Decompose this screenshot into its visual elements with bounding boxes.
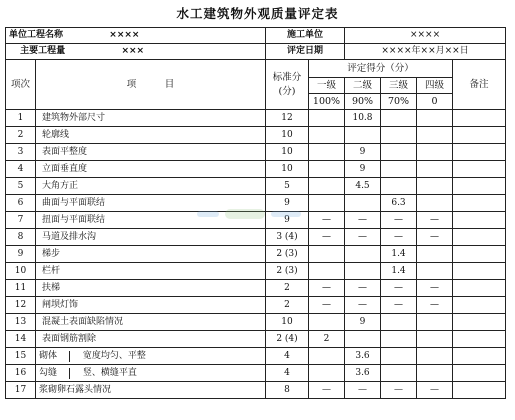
document-title: 水工建筑物外观质量评定表 (176, 6, 339, 21)
row-remark (453, 144, 506, 161)
row-grade-3 (381, 178, 417, 195)
row-no: 11 (6, 280, 36, 297)
row-std-score: 2 (3) (266, 246, 309, 263)
row-no: 13 (6, 314, 36, 331)
row-item: 混凝土表面缺陷情况 (36, 314, 266, 331)
row-grade-2: — (345, 212, 381, 229)
row-grade-2: 9 (345, 144, 381, 161)
unit-project-value: ×××× (109, 30, 140, 40)
row-grade-2 (345, 331, 381, 348)
row-item-text: 浆砌卵石露头情况 (39, 384, 112, 395)
header-grade-1-pct: 100% (309, 94, 345, 110)
row-std-score: 10 (266, 161, 309, 178)
row-remark (453, 195, 506, 212)
row-std-score: 10 (266, 314, 309, 331)
row-no: 17 (6, 382, 36, 399)
header-grade-4: 四级 (417, 78, 453, 94)
row-grade-1 (309, 314, 345, 331)
row-grade-4: — (417, 229, 453, 246)
row-grade-1: — (309, 229, 345, 246)
table-row (6, 110, 506, 127)
table-row (6, 297, 506, 314)
row-item: 大角方正 (36, 178, 266, 195)
row-item: 表面钢筋割除 (36, 331, 266, 348)
row-item: 建筑物外部尺寸 (36, 110, 266, 127)
row-no: 16 (6, 365, 36, 382)
row-grade-4 (417, 314, 453, 331)
header-item-no: 项次 (6, 60, 36, 110)
row-grade-3: — (381, 382, 417, 399)
table-row (6, 229, 506, 246)
row-grade-4 (417, 331, 453, 348)
row-item: 扶梯 (36, 280, 266, 297)
table-row-17 (6, 382, 506, 399)
row-remark (453, 314, 506, 331)
row-std-score: 10 (266, 127, 309, 144)
construction-unit-label: 施工单位 (266, 28, 345, 44)
row-grade-2 (345, 127, 381, 144)
row-grade-1 (309, 365, 345, 382)
row-grade-2: 3.6 (345, 348, 381, 365)
row-grade-1 (309, 178, 345, 195)
eval-date-value: ××××年××月××日 (345, 44, 506, 60)
row-grade-1 (309, 110, 345, 127)
row-no: 1 (6, 110, 36, 127)
header-eval-score: 评定得分（分） (309, 60, 453, 78)
row-grade-4 (417, 127, 453, 144)
main-quantity-label: 主要工程量 (20, 46, 66, 56)
row-remark (453, 348, 506, 365)
row-std-score: 4 (266, 348, 309, 365)
table-row (6, 331, 506, 348)
row-remark (453, 280, 506, 297)
row-grade-1 (309, 161, 345, 178)
row-remark (453, 212, 506, 229)
row-item: 马道及排水沟 (36, 229, 266, 246)
header-item: 项 目 (36, 60, 266, 110)
row-std-score: 10 (266, 144, 309, 161)
row-item-text: 竖、横缝平直 (82, 367, 137, 378)
info-row-1 (6, 28, 506, 44)
row-no: 4 (6, 161, 36, 178)
row-remark (453, 127, 506, 144)
row-grade-4 (417, 144, 453, 161)
row-grade-3 (381, 314, 417, 331)
header-grade-4-pct: 0 (417, 94, 453, 110)
main-quantity-value: ××× (121, 46, 145, 56)
table-row (6, 178, 506, 195)
row-std-score: 8 (266, 382, 309, 399)
row-std-score: 2 (266, 297, 309, 314)
header-std-score-line2: (分) (278, 86, 296, 97)
row-grade-4: — (417, 280, 453, 297)
table-row (6, 314, 506, 331)
row-grade-3: — (381, 229, 417, 246)
row-grade-3 (381, 365, 417, 382)
row-grade-2: 3.6 (345, 365, 381, 382)
header-remark: 备注 (453, 60, 506, 110)
row-no: 7 (6, 212, 36, 229)
row-no: 15 (6, 348, 36, 365)
table-row (6, 246, 506, 263)
header-row-1 (6, 60, 506, 78)
row-grade-1 (309, 246, 345, 263)
row-no: 14 (6, 331, 36, 348)
row-grade-2: — (345, 280, 381, 297)
row-no: 10 (6, 263, 36, 280)
row-std-score: 9 (266, 195, 309, 212)
row-grade-2: 4.5 (345, 178, 381, 195)
header-grade-2-pct: 90% (345, 94, 381, 110)
row-grade-2: 9 (345, 161, 381, 178)
row-grade-2 (345, 195, 381, 212)
row-remark (453, 331, 506, 348)
unit-project-cell (6, 28, 266, 44)
row-grade-1 (309, 195, 345, 212)
row-remark (453, 365, 506, 382)
row-item (36, 348, 266, 365)
row-std-score: 5 (266, 178, 309, 195)
row-no: 3 (6, 144, 36, 161)
row-grade-3 (381, 161, 417, 178)
row-grade-1: — (309, 297, 345, 314)
row-item: 表面平整度 (36, 144, 266, 161)
eval-date-label: 评定日期 (266, 44, 345, 60)
row-grade-1 (309, 127, 345, 144)
main-quantity-cell (6, 44, 266, 60)
table-row (6, 144, 506, 161)
row-no: 5 (6, 178, 36, 195)
row-grade-4: — (417, 212, 453, 229)
unit-project-label: 单位工程名称 (9, 30, 64, 40)
row-grade-2: — (345, 382, 381, 399)
row-grade-3: 6.3 (381, 195, 417, 212)
row-grade-3: — (381, 212, 417, 229)
row-remark (453, 297, 506, 314)
quality-assessment-table (5, 27, 506, 399)
row-grade-2: — (345, 297, 381, 314)
row-std-score: 2 (266, 280, 309, 297)
table-row-16 (6, 365, 506, 382)
header-grade-1: 一级 (309, 78, 345, 94)
row-item: 栏杆 (36, 263, 266, 280)
table-row (6, 212, 506, 229)
row-grade-4 (417, 246, 453, 263)
row-grade-1: — (309, 382, 345, 399)
row-std-score: 3 (4) (266, 229, 309, 246)
row-grade-2 (345, 263, 381, 280)
row-grade-1: — (309, 280, 345, 297)
row-remark (453, 110, 506, 127)
row-remark (453, 178, 506, 195)
row-remark (453, 161, 506, 178)
row-item: 曲面与平面联结 (36, 195, 266, 212)
masonry-label-top: 砌体 (36, 351, 70, 362)
row-remark (453, 229, 506, 246)
row-grade-1: 2 (309, 331, 345, 348)
row-grade-3 (381, 144, 417, 161)
info-row-2 (6, 44, 506, 60)
header-grade-3-pct: 70% (381, 94, 417, 110)
row-grade-3 (381, 331, 417, 348)
row-item (36, 365, 266, 382)
row-grade-3: 1.4 (381, 246, 417, 263)
header-std-score-line1: 标准分 (272, 72, 302, 83)
row-grade-1 (309, 348, 345, 365)
header-grade-2: 二级 (345, 78, 381, 94)
table-row (6, 263, 506, 280)
row-grade-4 (417, 348, 453, 365)
row-grade-3: — (381, 297, 417, 314)
table-row (6, 280, 506, 297)
table-row (6, 127, 506, 144)
row-grade-2: 9 (345, 314, 381, 331)
row-remark (453, 382, 506, 399)
row-item: 闸坝灯饰 (36, 297, 266, 314)
row-item-text: 宽度均匀、平整 (82, 350, 146, 361)
row-grade-4 (417, 195, 453, 212)
row-grade-2 (345, 246, 381, 263)
row-std-score: 9 (266, 212, 309, 229)
row-grade-3 (381, 348, 417, 365)
row-item: 轮廓线 (36, 127, 266, 144)
row-grade-4 (417, 365, 453, 382)
row-grade-4 (417, 178, 453, 195)
row-grade-3: 1.4 (381, 263, 417, 280)
row-grade-1 (309, 144, 345, 161)
table-row (6, 195, 506, 212)
row-no: 8 (6, 229, 36, 246)
row-item: 扭面与平面联结 (36, 212, 266, 229)
row-grade-1 (309, 263, 345, 280)
header-std-score (266, 60, 309, 110)
row-no: 2 (6, 127, 36, 144)
row-grade-4: — (417, 382, 453, 399)
row-grade-2: — (345, 229, 381, 246)
row-std-score: 4 (266, 365, 309, 382)
row-no: 6 (6, 195, 36, 212)
row-std-score: 2 (4) (266, 331, 309, 348)
row-grade-4 (417, 161, 453, 178)
row-std-score: 12 (266, 110, 309, 127)
row-no: 12 (6, 297, 36, 314)
row-grade-3: — (381, 280, 417, 297)
row-grade-4 (417, 110, 453, 127)
row-grade-4 (417, 263, 453, 280)
row-item: 立面垂直度 (36, 161, 266, 178)
row-grade-3 (381, 127, 417, 144)
table-row (6, 161, 506, 178)
row-item (36, 382, 266, 399)
row-grade-2: 10.8 (345, 110, 381, 127)
row-grade-1: — (309, 212, 345, 229)
row-remark (453, 246, 506, 263)
row-remark (453, 263, 506, 280)
construction-unit-value: ×××× (345, 28, 506, 44)
row-grade-4: — (417, 297, 453, 314)
header-grade-3: 三级 (381, 78, 417, 94)
row-item: 梯步 (36, 246, 266, 263)
row-grade-3 (381, 110, 417, 127)
table-row-15 (6, 348, 506, 365)
row-no: 9 (6, 246, 36, 263)
row-std-score: 2 (3) (266, 263, 309, 280)
masonry-label-bottom: 勾缝 (36, 368, 70, 379)
